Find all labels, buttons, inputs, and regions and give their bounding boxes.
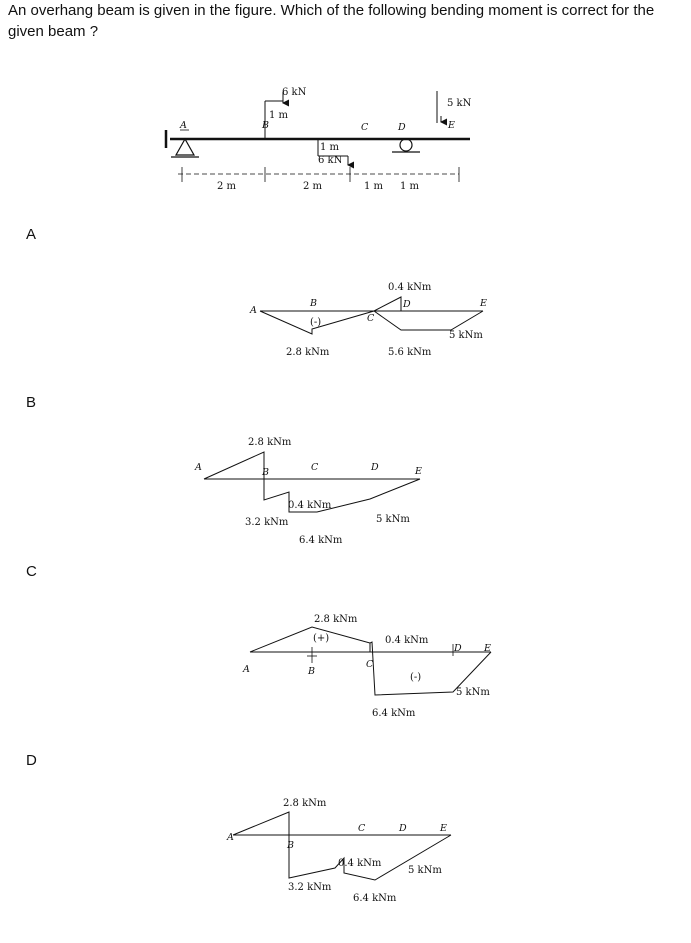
option-a-letter[interactable]: A <box>26 226 37 243</box>
value-label-1: 0.4 kNm <box>388 282 432 293</box>
value-label-1: 2.8 kNm <box>283 798 327 809</box>
point-label-b: B <box>262 467 269 478</box>
point-label-d: D <box>399 823 407 834</box>
value-label-4: 5 kNm <box>449 330 483 341</box>
point-label-a: A <box>250 305 257 316</box>
point-label-c: C <box>361 122 369 133</box>
span-label-1: 2 m <box>217 181 237 192</box>
point-label-a: A <box>227 832 234 843</box>
point-label-d: D <box>398 122 406 133</box>
point-label-c: C <box>367 313 375 324</box>
value-label-2: 0.4 kNm <box>385 635 429 646</box>
point-label-d: D <box>403 299 411 310</box>
question-text: An overhang beam is given in the figure. Which of the following bending moment is correct for the given beam ? <box>8 2 655 40</box>
span-label-3: 1 m <box>364 181 384 192</box>
value-label-4: 6.4 kNm <box>353 893 397 904</box>
point-label-c: C <box>366 659 374 670</box>
value-label-2: 2.8 kNm <box>286 347 330 358</box>
value-label-4: 5 kNm <box>456 687 490 698</box>
value-label-5: 5 kNm <box>408 865 442 876</box>
point-label-b: B <box>310 298 317 309</box>
point-label-e: E <box>484 643 491 654</box>
point-label-a: A <box>180 120 187 131</box>
value-label-2: 0.4 kNm <box>288 500 332 511</box>
span-label-4: 1 m <box>400 181 420 192</box>
span-label-2: 2 m <box>303 181 323 192</box>
point-label-c: C <box>358 823 366 834</box>
point-label-e: E <box>415 466 422 477</box>
value-label-3: 3.2 kNm <box>288 882 332 893</box>
pin-support-icon <box>176 139 194 155</box>
point-label-a: A <box>243 664 250 675</box>
arm-label-1: 1 m <box>269 110 289 121</box>
option-d-letter[interactable]: D <box>26 752 37 769</box>
roller-support-icon <box>400 139 412 151</box>
option-b-letter[interactable]: B <box>26 394 37 411</box>
value-label-3: 6.4 kNm <box>372 708 416 719</box>
value-label-1: 2.8 kNm <box>314 614 358 625</box>
value-label-5: 5 kNm <box>376 514 410 525</box>
value-label-4: 6.4 kNm <box>299 535 343 546</box>
value-label-3: 3.2 kNm <box>245 517 289 528</box>
arm-label-2: 1 m <box>320 142 340 153</box>
point-label-e: E <box>448 120 455 131</box>
point-label-c: C <box>311 462 319 473</box>
option-d-diagram <box>226 798 451 904</box>
sign-label-2: (-) <box>410 672 422 683</box>
moment-curve-positive <box>250 627 370 652</box>
point-label-b: B <box>308 666 315 677</box>
value-label-3: 5.6 kNm <box>388 347 432 358</box>
load-label-2: 6 kN <box>318 155 343 166</box>
option-c-letter[interactable]: C <box>26 563 37 580</box>
point-label-b: B <box>287 840 294 851</box>
point-label-d: D <box>454 643 462 654</box>
beam-diagram <box>166 87 472 192</box>
load-label-1: 6 kN <box>282 87 307 98</box>
value-label-1: 2.8 kNm <box>248 437 292 448</box>
option-b-diagram <box>194 437 422 546</box>
option-a-diagram <box>249 282 487 358</box>
point-label-b: B <box>262 120 269 131</box>
point-label-e: E <box>440 823 447 834</box>
value-label-2: 0.4 kNm <box>338 858 382 869</box>
point-label-a: A <box>195 462 202 473</box>
sign-label-1: (+) <box>313 633 330 644</box>
point-label-e: E <box>480 298 487 309</box>
option-c-diagram <box>242 614 491 719</box>
load-label-3: 5 kN <box>447 98 472 109</box>
point-label-d: D <box>371 462 379 473</box>
sign-label: (-) <box>310 317 322 328</box>
moment-curve-2 <box>374 311 483 330</box>
